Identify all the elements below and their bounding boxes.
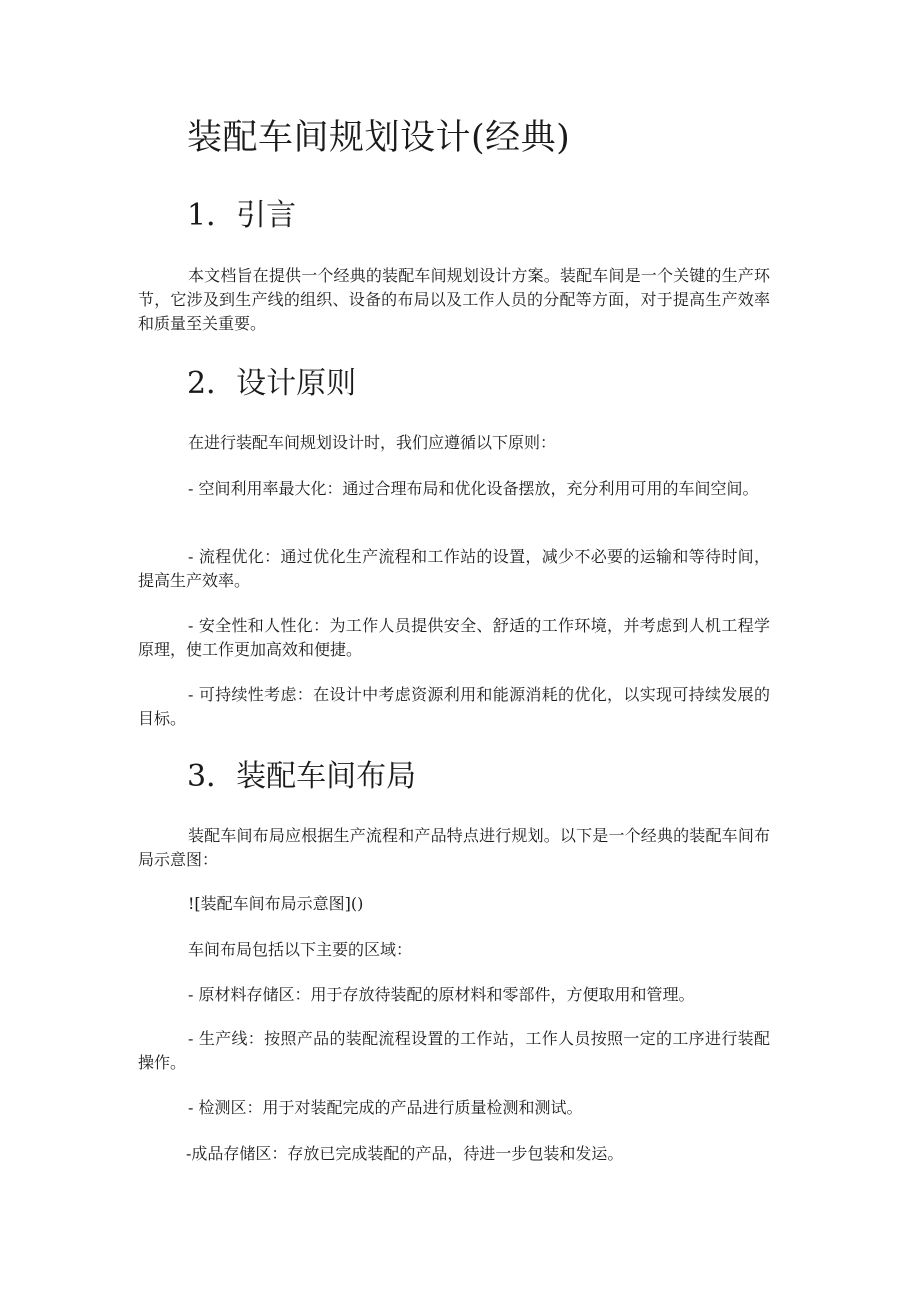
layout-intro: 装配车间布局应根据生产流程和产品特点进行规划。以下是一个经典的装配车间布局示意图： <box>138 826 770 869</box>
area-item: -成品存储区：存放已完成装配的产品，待进一步包装和发运。 <box>186 1144 624 1163</box>
document-title: 装配车间规划设计(经典) <box>187 118 571 158</box>
principle-item: - 可持续性考虑：在设计中考虑资源利用和能源消耗的优化，以实现可持续发展的目标。 <box>138 685 770 728</box>
principles-intro: 在进行装配车间规划设计时，我们应遵循以下原则： <box>188 433 557 452</box>
area-item: - 生产线：按照产品的装配流程设置的工作站，工作人员按照一定的工序进行装配操作。 <box>138 1029 770 1072</box>
section-heading-introduction: 1．引言 <box>187 198 297 233</box>
section-heading-design-principles: 2．设计原则 <box>187 366 357 401</box>
section-heading-workshop-layout: 3．装配车间布局 <box>187 759 417 794</box>
layout-diagram-reference: ![装配车间布局示意图]() <box>188 894 364 913</box>
area-item: - 原材料存储区：用于存放待装配的原材料和零部件，方便取用和管理。 <box>188 985 695 1004</box>
principle-item: - 流程优化：通过优化生产流程和工作站的设置，减少不必要的运输和等待时间，提高生产效率。 <box>138 547 770 590</box>
principle-item: - 空间利用率最大化：通过合理布局和优化设备摆放，充分利用可用的车间空间。 <box>188 479 759 498</box>
area-item: - 检测区：用于对装配完成的产品进行质量检测和测试。 <box>188 1098 583 1117</box>
areas-intro: 车间布局包括以下主要的区域： <box>188 940 413 959</box>
introduction-paragraph: 本文档旨在提供一个经典的装配车间规划设计方案。装配车间是一个关键的生产环节，它涉及到生产线的组织、设备的布局以及工作人员的分配等方面，对于提高生产效率和质量至关重要。 <box>138 266 770 333</box>
principle-item: - 安全性和人性化：为工作人员提供安全、舒适的工作环境，并考虑到人机工程学原理，使工作更加高效和便捷。 <box>138 616 770 659</box>
